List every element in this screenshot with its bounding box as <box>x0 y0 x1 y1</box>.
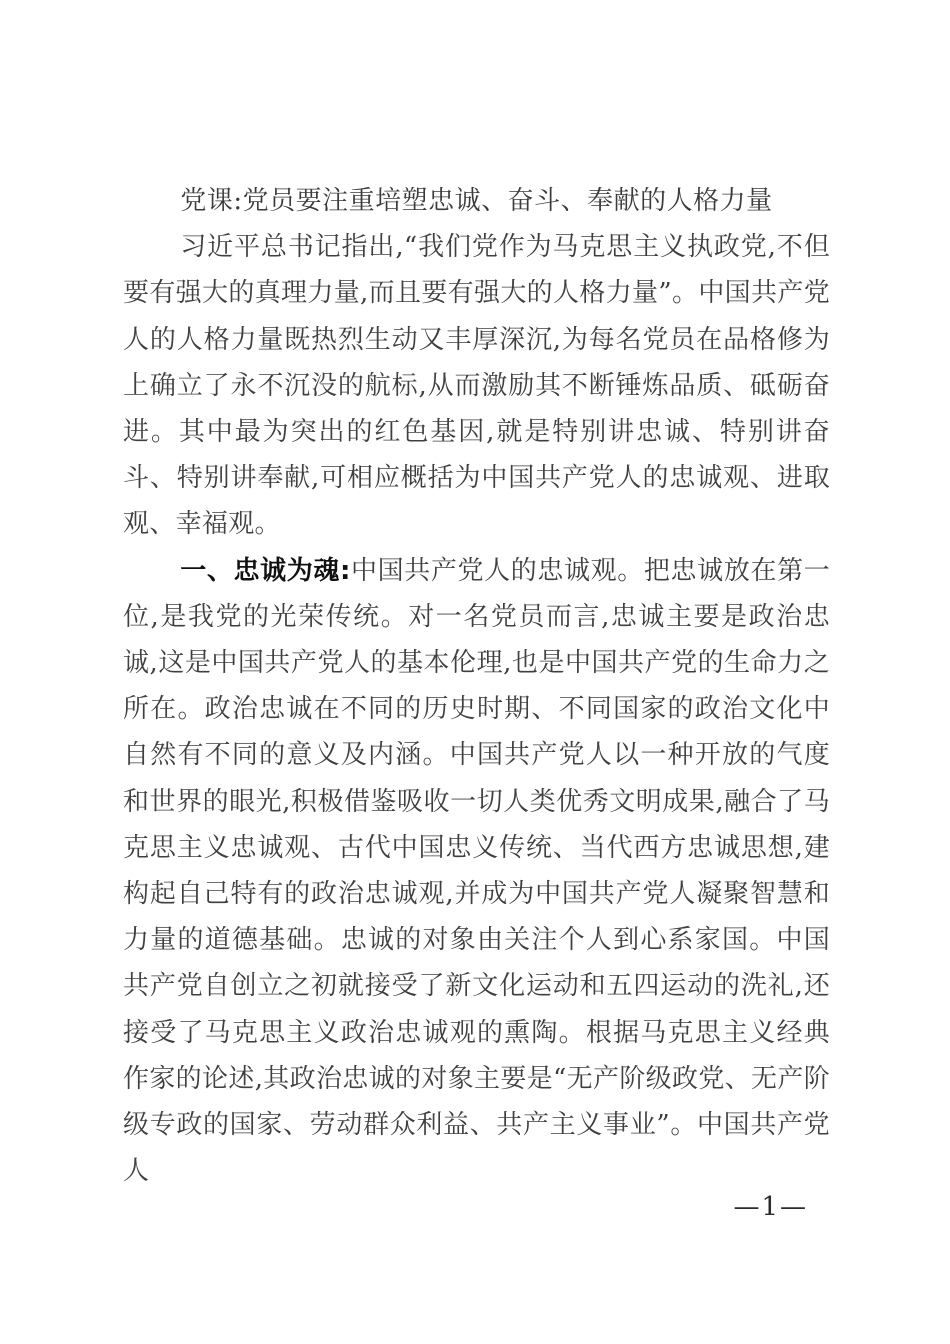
document-title: 党课:党员要注重培塑忠诚、奋斗、奉献的人格力量 <box>180 186 773 216</box>
paragraph-1 <box>123 224 830 547</box>
paragraph-1-text: 习近平总书记指出,“我们党作为马克思主义执政党,不但要有强大的真理力量,而且要有强大的人格力量”。中国共产党人的人格力量既热烈生动又丰厚深沉,为每名党员在品格修为上确立了永不沉没的航标,从而激励其不断锤炼品质、砥砺奋进。其中最为突出的红色基因,就是特别讲忠诚、特别讲奋斗、特别讲奉献,可相应概括为中国共产党人的忠诚观、进取观、幸福观。 <box>123 232 830 540</box>
document-content <box>123 178 830 1194</box>
page-number: —1— <box>733 1192 808 1222</box>
paragraph-2-lead: 一、忠诚为魂: <box>180 555 351 586</box>
paragraph-2-text: 中国共产党人的忠诚观。把忠诚放在第一位,是我党的光荣传统。对一名党员而言,忠诚主要是政治忠诚,这是中国共产党人的基本伦理,也是中国共产党的生命力之所在。政治忠诚在不同的历史时期、不同国家的政治文化中自然有不同的意义及内涵。中国共产党人以一种开放的气度和世界的眼光,积极借鉴吸收一切人类优秀文明成果,融合了马克思主义忠诚观、古代中国忠义传统、当代西方忠诚思想,建构起自己特有的政治忠诚观,并成为中国共产党人凝聚智慧和力量的道德基础。忠诚的对象由关注个人到心系家国。中国共产党自创立之初就接受了新文化运动和五四运动的洗礼,还接受了马克思主义政治忠诚观的熏陶。根据马克思主义经典作家的论述,其政治忠诚的对象主要是“无产阶级政党、无产阶级专政的国家、劳动群众利益、共产主义事业”。中国共产党人 <box>123 555 831 1187</box>
paragraph-2 <box>123 548 830 1195</box>
